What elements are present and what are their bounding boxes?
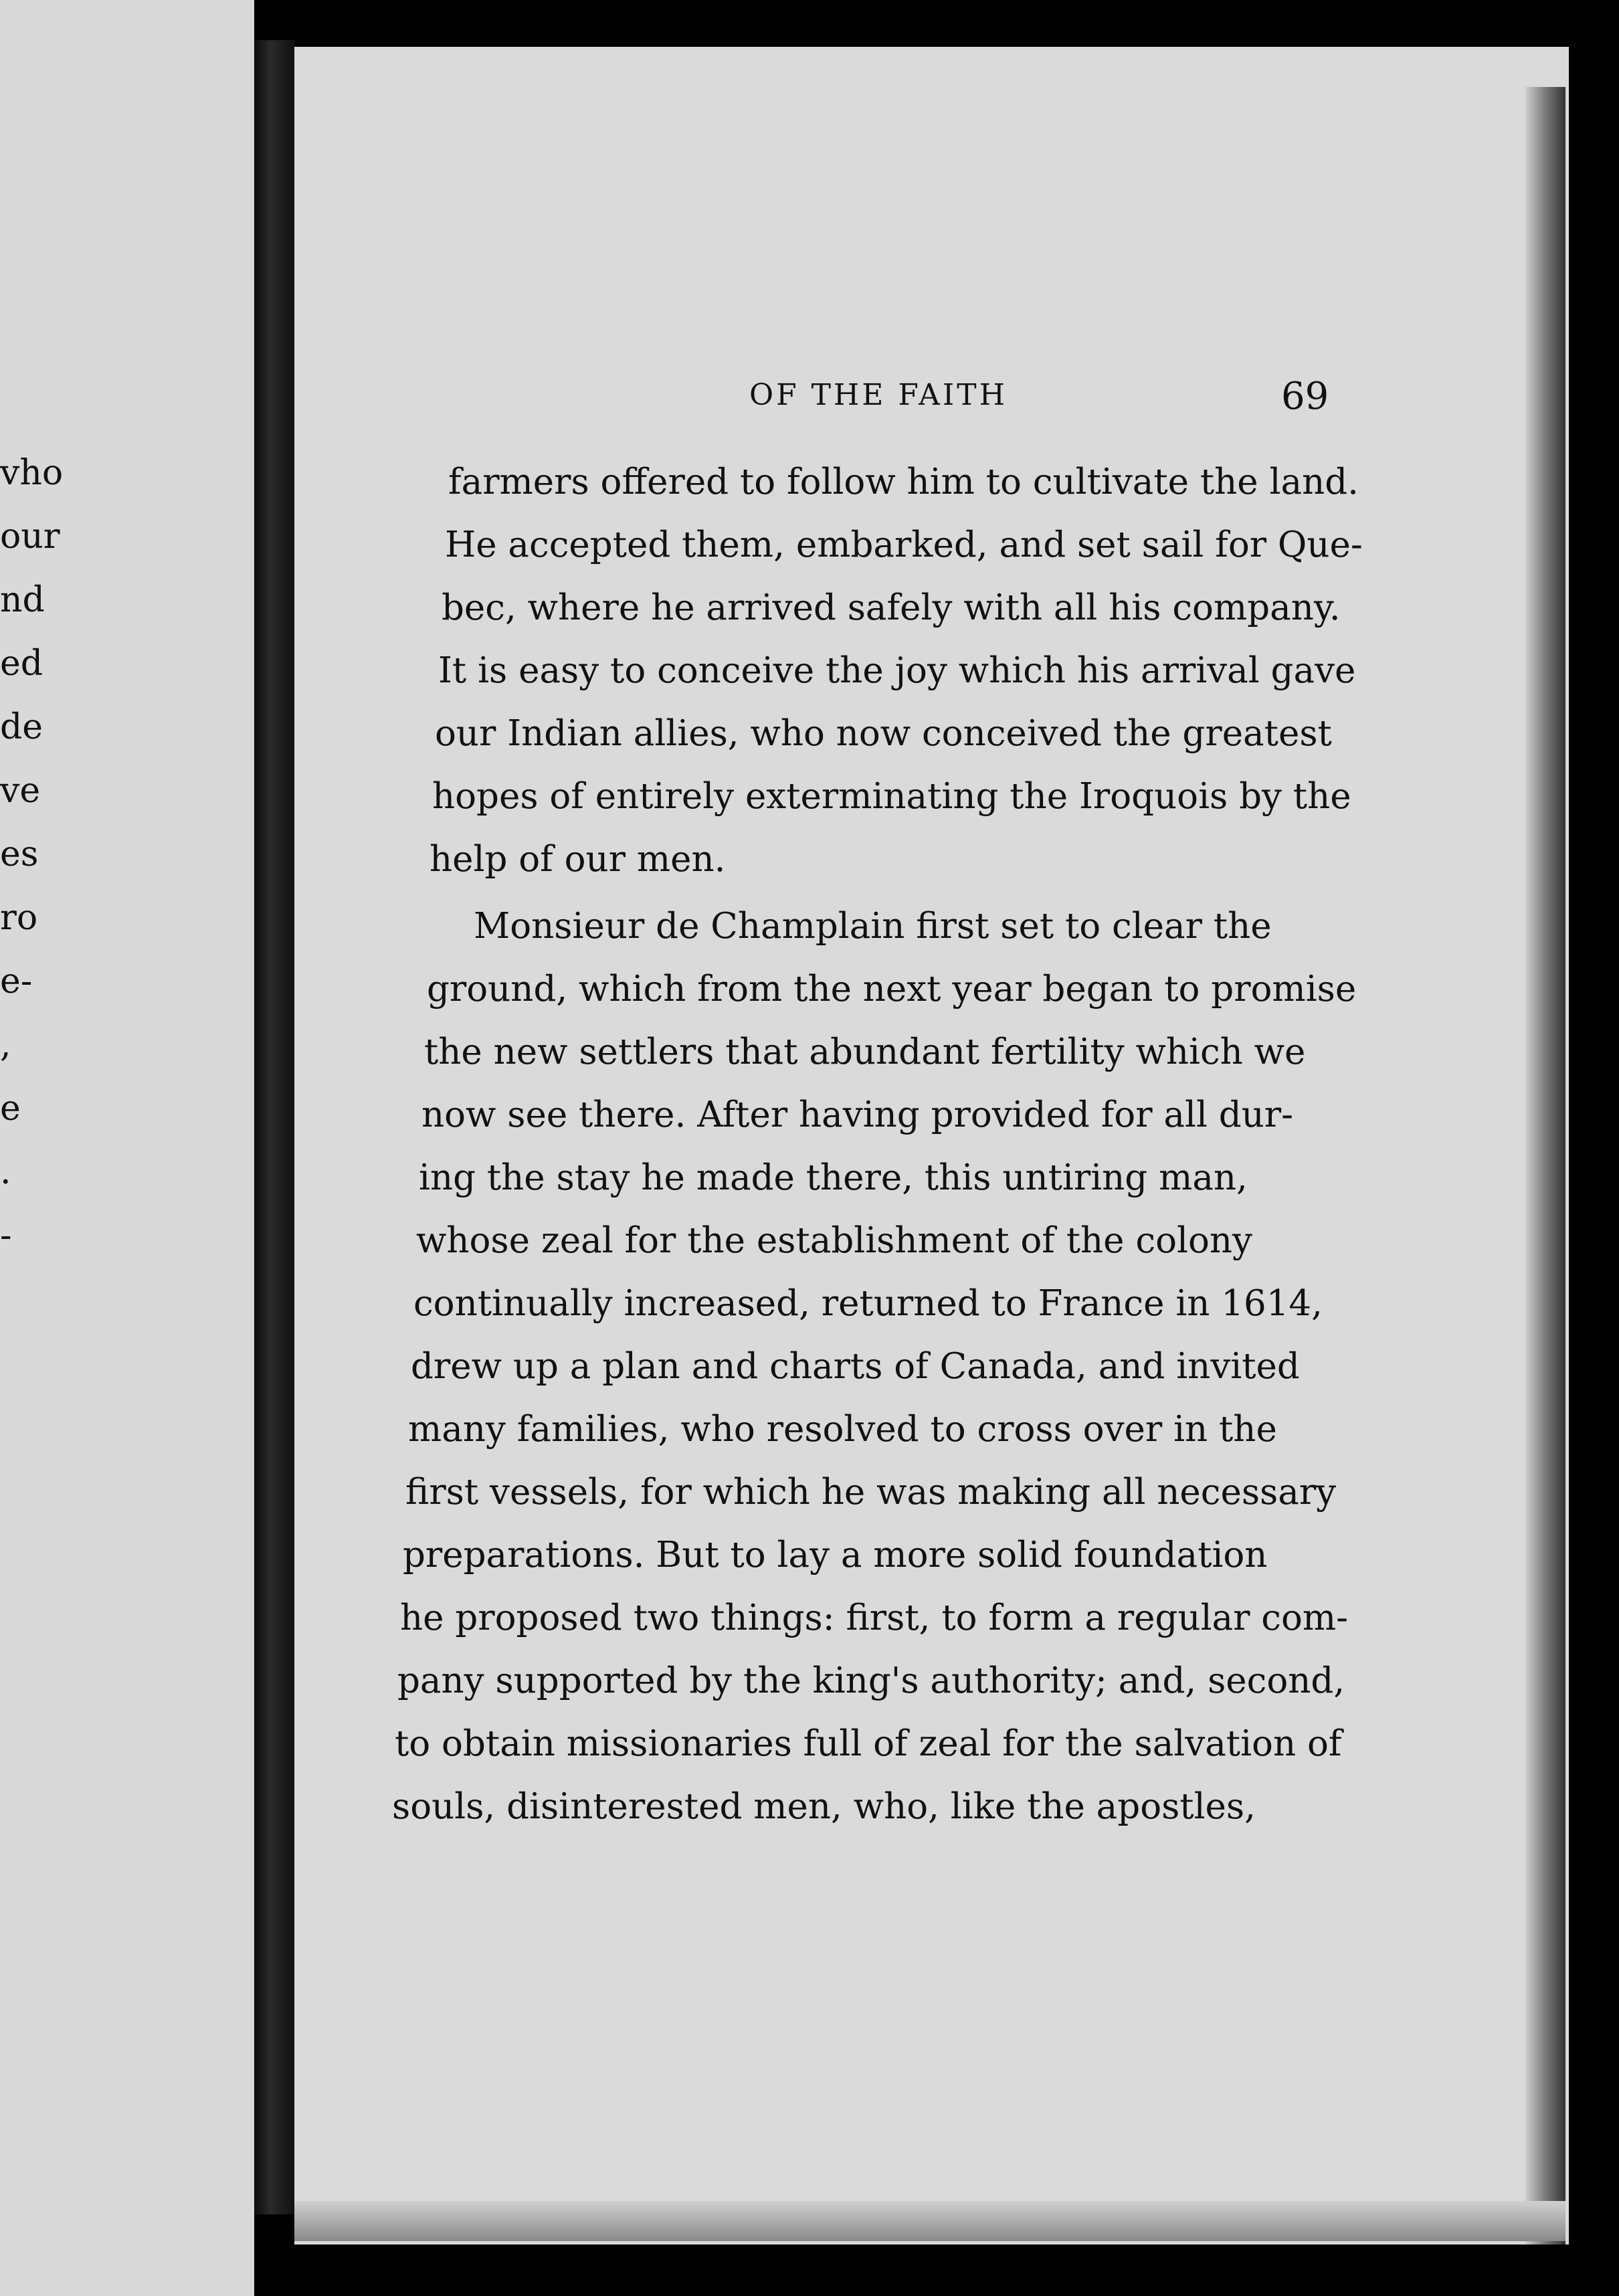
- right-page: [294, 47, 1569, 2244]
- left-fragment: nd: [0, 580, 45, 620]
- left-fragment: e-: [0, 961, 33, 1001]
- text-line: our Indian allies, who now conceived the greatest: [435, 713, 1332, 754]
- book-gutter: [254, 40, 294, 2214]
- text-line: Monsieur de Champlain first set to clear the: [474, 906, 1272, 947]
- left-fragment: e: [0, 1088, 21, 1129]
- text-line: drew up a plan and charts of Canada, and invited: [411, 1346, 1300, 1387]
- text-line: whose zeal for the establishment of the colony: [416, 1220, 1252, 1261]
- left-page-text-fragments: [0, 442, 64, 1268]
- page-bottom-shadow: [294, 2201, 1565, 2241]
- text-line: ground, which from the next year began to promise: [427, 969, 1357, 1010]
- text-line: preparations. But to lay a more solid foundation: [403, 1535, 1268, 1575]
- text-line: bec, where he arrived safely with all his company.: [442, 587, 1341, 628]
- text-line: to obtain missionaries full of zeal for the salvation of: [395, 1723, 1342, 1764]
- text-line: first vessels, for which he was making all necessary: [405, 1472, 1337, 1513]
- text-line: he proposed two things: first, to form a regular com-: [400, 1598, 1349, 1638]
- left-fragment: vho: [0, 453, 64, 493]
- text-line: souls, disinterested men, who, like the apostles,: [392, 1786, 1256, 1827]
- text-line: help of our men.: [430, 839, 726, 880]
- left-fragment: ed: [0, 644, 43, 684]
- page-number: 69: [1281, 375, 1329, 418]
- text-line: pany supported by the king's authority; and, second,: [397, 1660, 1345, 1701]
- page-edge-shadow: [1525, 87, 1565, 2244]
- left-fragment: .: [0, 1152, 11, 1192]
- left-fragment: ve: [0, 771, 41, 811]
- text-line: farmers offered to follow him to cultivate the land.: [448, 462, 1359, 502]
- left-page-fragment: [0, 0, 254, 2296]
- left-fragment: de: [0, 707, 43, 747]
- running-head: OF THE FAITH: [749, 378, 1008, 412]
- text-line: continually increased, returned to France in 1614,: [413, 1283, 1323, 1324]
- left-fragment: ro: [0, 898, 38, 938]
- text-line: hopes of entirely exterminating the Iroquois by the: [432, 776, 1351, 817]
- text-line: ing the stay he made there, this untiring man,: [419, 1157, 1248, 1198]
- left-fragment: ,: [0, 1025, 11, 1065]
- text-line: He accepted them, embarked, and set sail for Que-: [445, 524, 1363, 565]
- left-fragment: our: [0, 516, 60, 557]
- text-line: now see there. After having provided for all dur-: [421, 1094, 1294, 1135]
- text-line: many families, who resolved to cross over in the: [408, 1409, 1277, 1450]
- left-fragment: es: [0, 834, 39, 874]
- text-line: the new settlers that abundant fertility which we: [424, 1032, 1306, 1072]
- text-line: It is easy to conceive the joy which his arrival gave: [438, 650, 1356, 691]
- left-fragment: -: [0, 1216, 12, 1256]
